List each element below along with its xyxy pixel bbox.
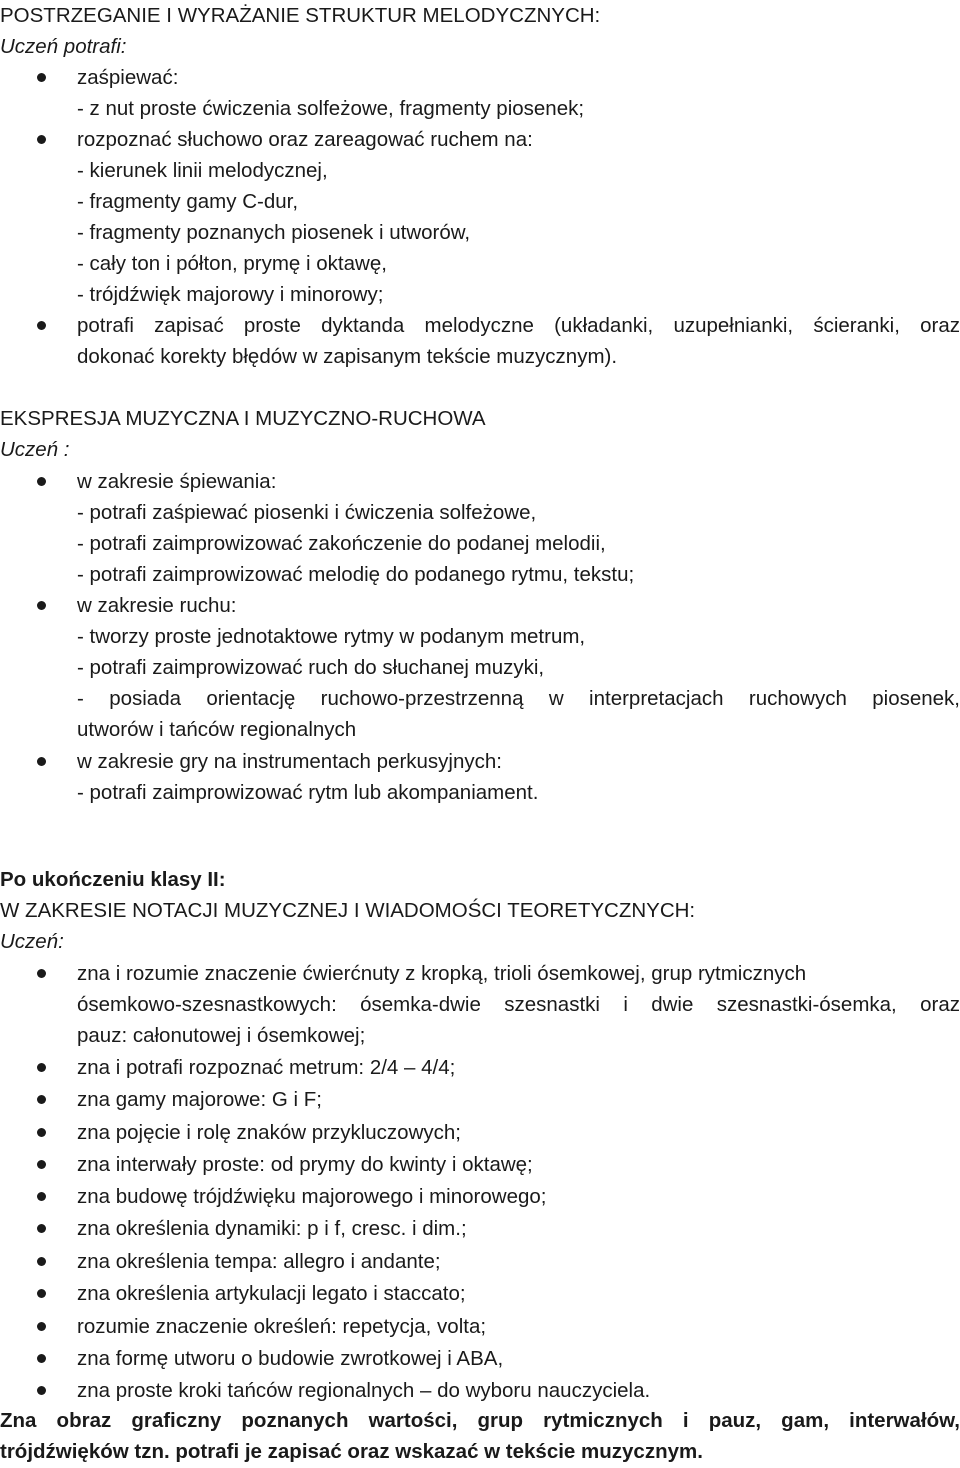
closing-statement-continuation: trójdźwięków tzn. potrafi je zapisać oraz wskazać w tekście muzycznym. [0, 1440, 703, 1463]
list-item [0, 310, 960, 341]
list-item [0, 590, 960, 621]
class-title: Po ukończeniu klasy II: [0, 868, 226, 891]
bullet-icon [37, 73, 46, 82]
list-item-text: zna formę utworu o budowie zwrotkowej i ABA, [77, 1347, 504, 1370]
bullet-icon [37, 1095, 46, 1104]
section-heading-musical-expression: EKSPRESJA MUZYCZNA I MUZYCZNO-RUCHOWA [0, 407, 486, 430]
list-item [0, 1181, 960, 1212]
list-item [0, 1311, 960, 1342]
list-item [0, 1213, 960, 1244]
list-sub-item: - tworzy proste jednotaktowe rytmy w podanym metrum, [77, 625, 586, 648]
list-item-text: zna określenia tempa: allegro i andante; [77, 1250, 441, 1273]
list-item-continuation: ósemkowo-szesnastkowych: ósemka-dwie szesnastki i dwie szesnastki-ósemka, oraz [77, 993, 960, 1016]
list-item-text: zna określenia artykulacji legato i staccato; [77, 1282, 466, 1305]
list-item-text: zna proste kroki tańców regionalnych – do wyboru nauczyciela. [77, 1379, 651, 1402]
list-item [0, 62, 960, 93]
bullet-icon [37, 1160, 46, 1169]
bullet-icon [37, 1257, 46, 1266]
list-item-continuation: pauz: całonutowej i ósemkowej; [77, 1024, 366, 1047]
section-heading-notation: W ZAKRESIE NOTACJI MUZYCZNEJ I WIADOMOŚCI TEORETYCZNYCH: [0, 899, 696, 922]
bullet-icon [37, 1386, 46, 1395]
bullet-icon [37, 1063, 46, 1072]
list-item [0, 124, 960, 155]
list-item-text: zna pojęcie i rolę znaków przykluczowych; [77, 1121, 461, 1144]
list-item [0, 1343, 960, 1374]
list-item [0, 1052, 960, 1083]
list-sub-item: - potrafi zaimprowizować melodię do podanego rytmu, tekstu; [77, 563, 635, 586]
list-sub-item: - kierunek linii melodycznej, [77, 159, 328, 182]
bullet-icon [37, 1224, 46, 1233]
section-heading-melodic-structures: POSTRZEGANIE I WYRAŻANIE STRUKTUR MELODYCZNYCH: [0, 4, 601, 27]
list-item-text: rozumie znaczenie określeń: repetycja, volta; [77, 1315, 487, 1338]
list-item-text: rozpoznać słuchowo oraz zareagować ruchem na: [77, 128, 533, 151]
list-sub-item: - potrafi zaśpiewać piosenki i ćwiczenia solfeżowe, [77, 501, 537, 524]
list-item [0, 1246, 960, 1277]
list-item-continuation: dokonać korekty błędów w zapisanym tekście muzycznym). [77, 345, 618, 368]
bullet-icon [37, 1192, 46, 1201]
list-sub-item-continuation: utworów i tańców regionalnych [77, 718, 357, 741]
bullet-icon [37, 135, 46, 144]
section-intro: Uczeń : [0, 438, 70, 461]
list-sub-item: - potrafi zaimprowizować rytm lub akompaniament. [77, 781, 539, 804]
bullet-icon [37, 1289, 46, 1298]
list-sub-item: - cały ton i półton, prymę i oktawę, [77, 252, 387, 275]
closing-statement: Zna obraz graficzny poznanych wartości, grup rytmicznych i pauz, gam, interwałów, [0, 1409, 960, 1432]
list-item-text: zna określenia dynamiki: p i f, cresc. i dim.; [77, 1217, 467, 1240]
bullet-icon [37, 1354, 46, 1363]
list-sub-item: - potrafi zaimprowizować ruch do słuchanej muzyki, [77, 656, 545, 679]
bullet-icon [37, 969, 46, 978]
list-item [0, 1084, 960, 1115]
list-item [0, 1278, 960, 1309]
list-item [0, 466, 960, 497]
list-item [0, 1117, 960, 1148]
list-sub-item: - trójdźwięk majorowy i minorowy; [77, 283, 384, 306]
list-item-text: potrafi zapisać proste dyktanda melodyczne (układanki, uzupełnianki, ścieranki, oraz [77, 314, 960, 337]
list-item-text: zna budowę trójdźwięku majorowego i minorowego; [77, 1185, 547, 1208]
list-item-text: w zakresie gry na instrumentach perkusyjnych: [77, 750, 502, 773]
list-sub-item: - potrafi zaimprowizować zakończenie do podanej melodii, [77, 532, 606, 555]
list-item [0, 1375, 960, 1406]
list-item [0, 958, 960, 989]
bullet-icon [37, 757, 46, 766]
section-intro: Uczeń potrafi: [0, 35, 127, 58]
section-intro: Uczeń: [0, 930, 64, 953]
list-item [0, 746, 960, 777]
list-sub-item: - fragmenty poznanych piosenek i utworów, [77, 221, 471, 244]
list-sub-item: - posiada orientację ruchowo-przestrzenną w interpretacjach ruchowych piosenek, [77, 687, 960, 710]
list-sub-item: - z nut proste ćwiczenia solfeżowe, fragmenty piosenek; [77, 97, 585, 120]
list-item [0, 1149, 960, 1180]
bullet-icon [37, 1322, 46, 1331]
list-sub-item: - fragmenty gamy C-dur, [77, 190, 299, 213]
bullet-icon [37, 601, 46, 610]
list-item-text: zna gamy majorowe: G i F; [77, 1088, 322, 1111]
bullet-icon [37, 477, 46, 486]
list-item-text: w zakresie ruchu: [77, 594, 237, 617]
list-item-text: w zakresie śpiewania: [77, 470, 277, 493]
list-item-text: zna interwały proste: od prymy do kwinty i oktawę; [77, 1153, 533, 1176]
bullet-icon [37, 321, 46, 330]
list-item-text: zaśpiewać: [77, 66, 179, 89]
list-item-text: zna i rozumie znaczenie ćwierćnuty z kropką, trioli ósemkowej, grup rytmicznych [77, 962, 807, 985]
list-item-text: zna i potrafi rozpoznać metrum: 2/4 – 4/4; [77, 1056, 456, 1079]
bullet-icon [37, 1128, 46, 1137]
